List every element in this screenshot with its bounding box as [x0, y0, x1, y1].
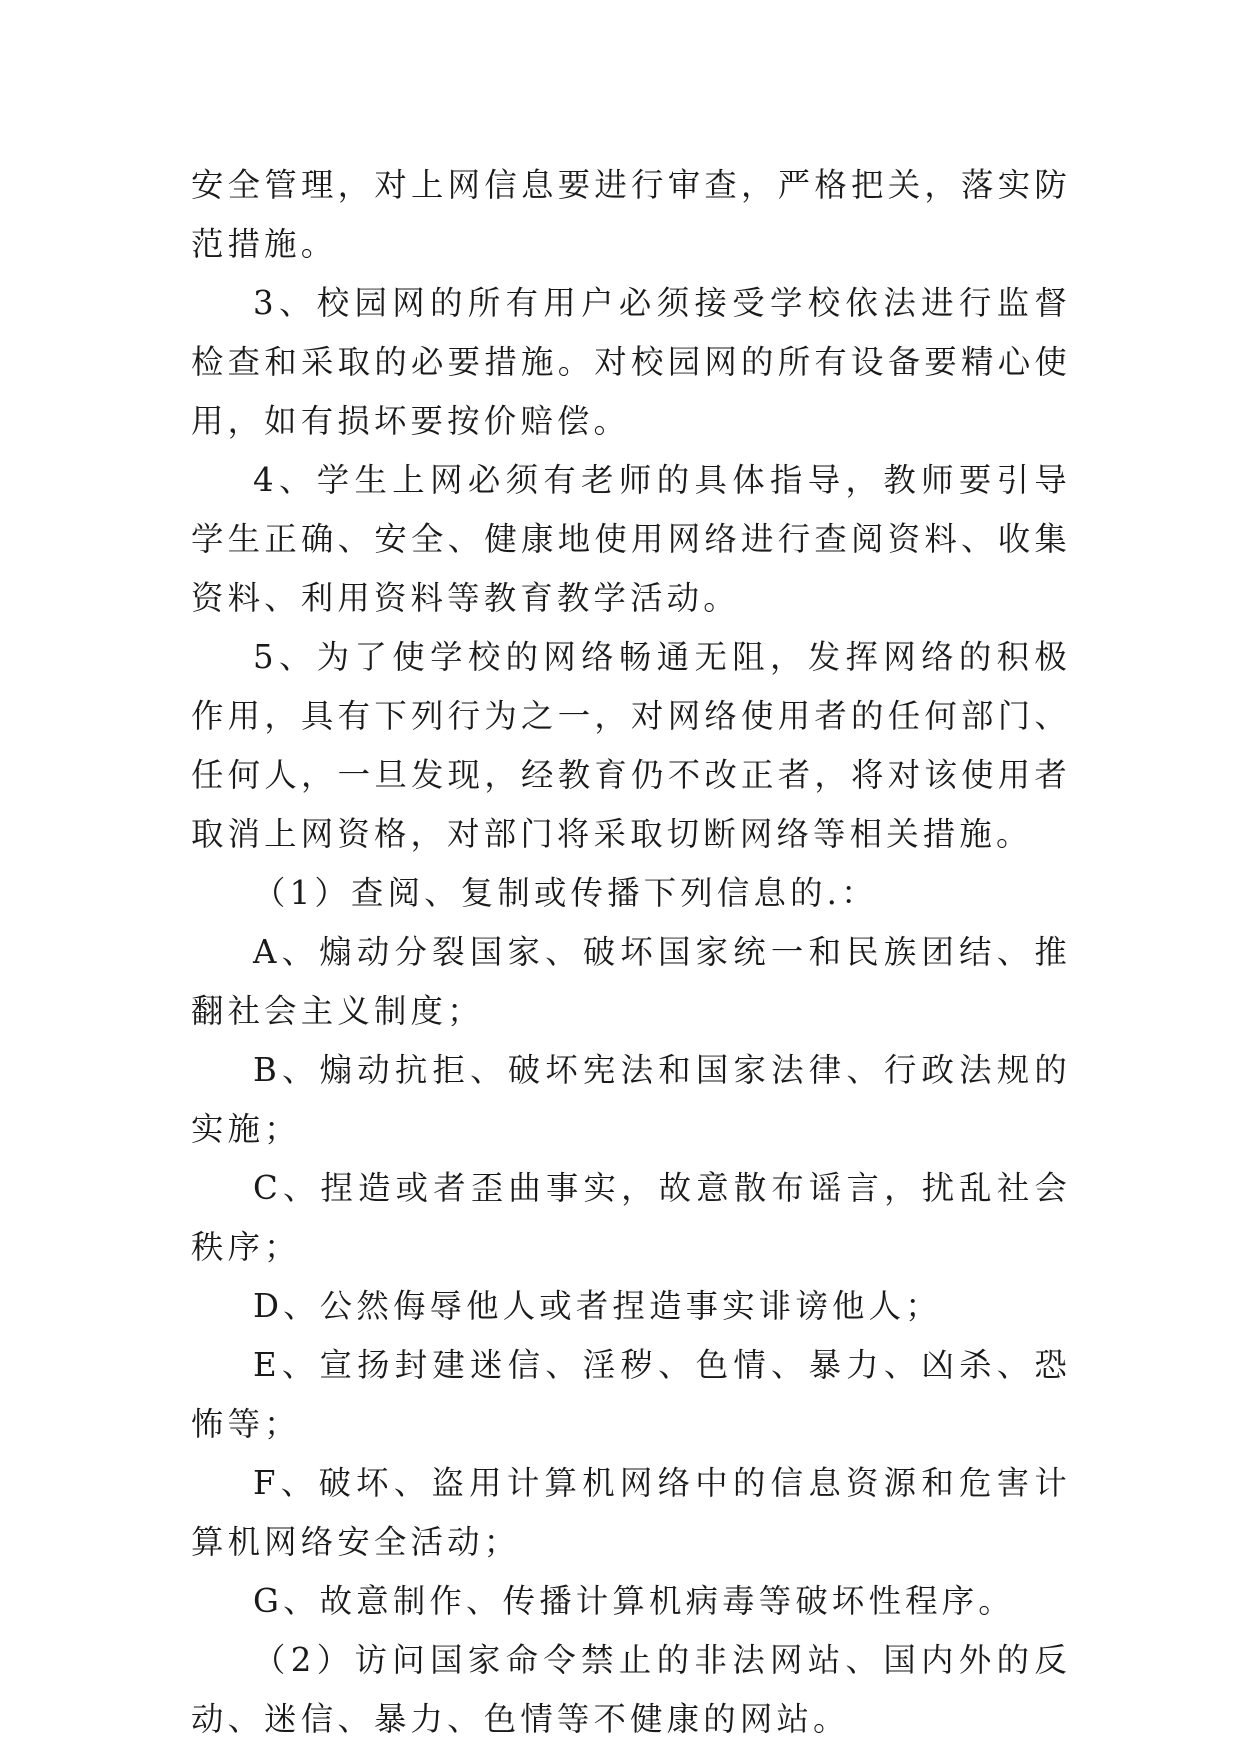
list-item-e: E、宣扬封建迷信、淫秽、色情、暴力、凶杀、恐怖等；: [191, 1346, 1071, 1443]
list-item-b: B、煽动抗拒、破坏宪法和国家法律、行政法规的实施；: [191, 1051, 1071, 1148]
list-item-d: D、公然侮辱他人或者捏造事实诽谤他人；: [253, 1287, 942, 1325]
list-item-a: A、煽动分裂国家、破坏国家统一和民族团结、推翻社会主义制度；: [191, 933, 1071, 1030]
paragraph-item-3: 3、校园网的所有用户必须接受学校依法进行监督检查和采取的必要措施。对校园网的所有设备要精心使用，如有损坏要按价赔偿。: [191, 284, 1071, 440]
list-item-c: C、捏造或者歪曲事实，故意散布谣言，扰乱社会秩序；: [191, 1169, 1071, 1266]
subitem-1: （1）查阅、复制或传播下列信息的.：: [253, 874, 878, 912]
list-item-g: G、故意制作、传播计算机病毒等破坏性程序。: [253, 1582, 1015, 1620]
paragraph-item-5: 5、为了使学校的网络畅通无阻，发挥网络的积极作用，具有下列行为之一，对网络使用者的任何部门、任何人，一旦发现，经教育仍不改正者，将对该使用者取消上网资格，对部门将采取切断网络等相关措施。: [191, 638, 1071, 853]
list-item-f: F、破坏、盗用计算机网络中的信息资源和危害计算机网络安全活动；: [191, 1464, 1071, 1561]
subitem-2: （2）访问国家命令禁止的非法网站、国内外的反动、迷信、暴力、色情等不健康的网站。: [191, 1641, 1071, 1738]
document-body: [191, 156, 1071, 1749]
paragraph-continuation: 安全管理，对上网信息要进行审查，严格把关，落实防范措施。: [191, 166, 1071, 263]
paragraph-item-4: 4、学生上网必须有老师的具体指导，教师要引导学生正确、安全、健康地使用网络进行查阅资料、收集资料、利用资料等教育教学活动。: [191, 461, 1071, 617]
